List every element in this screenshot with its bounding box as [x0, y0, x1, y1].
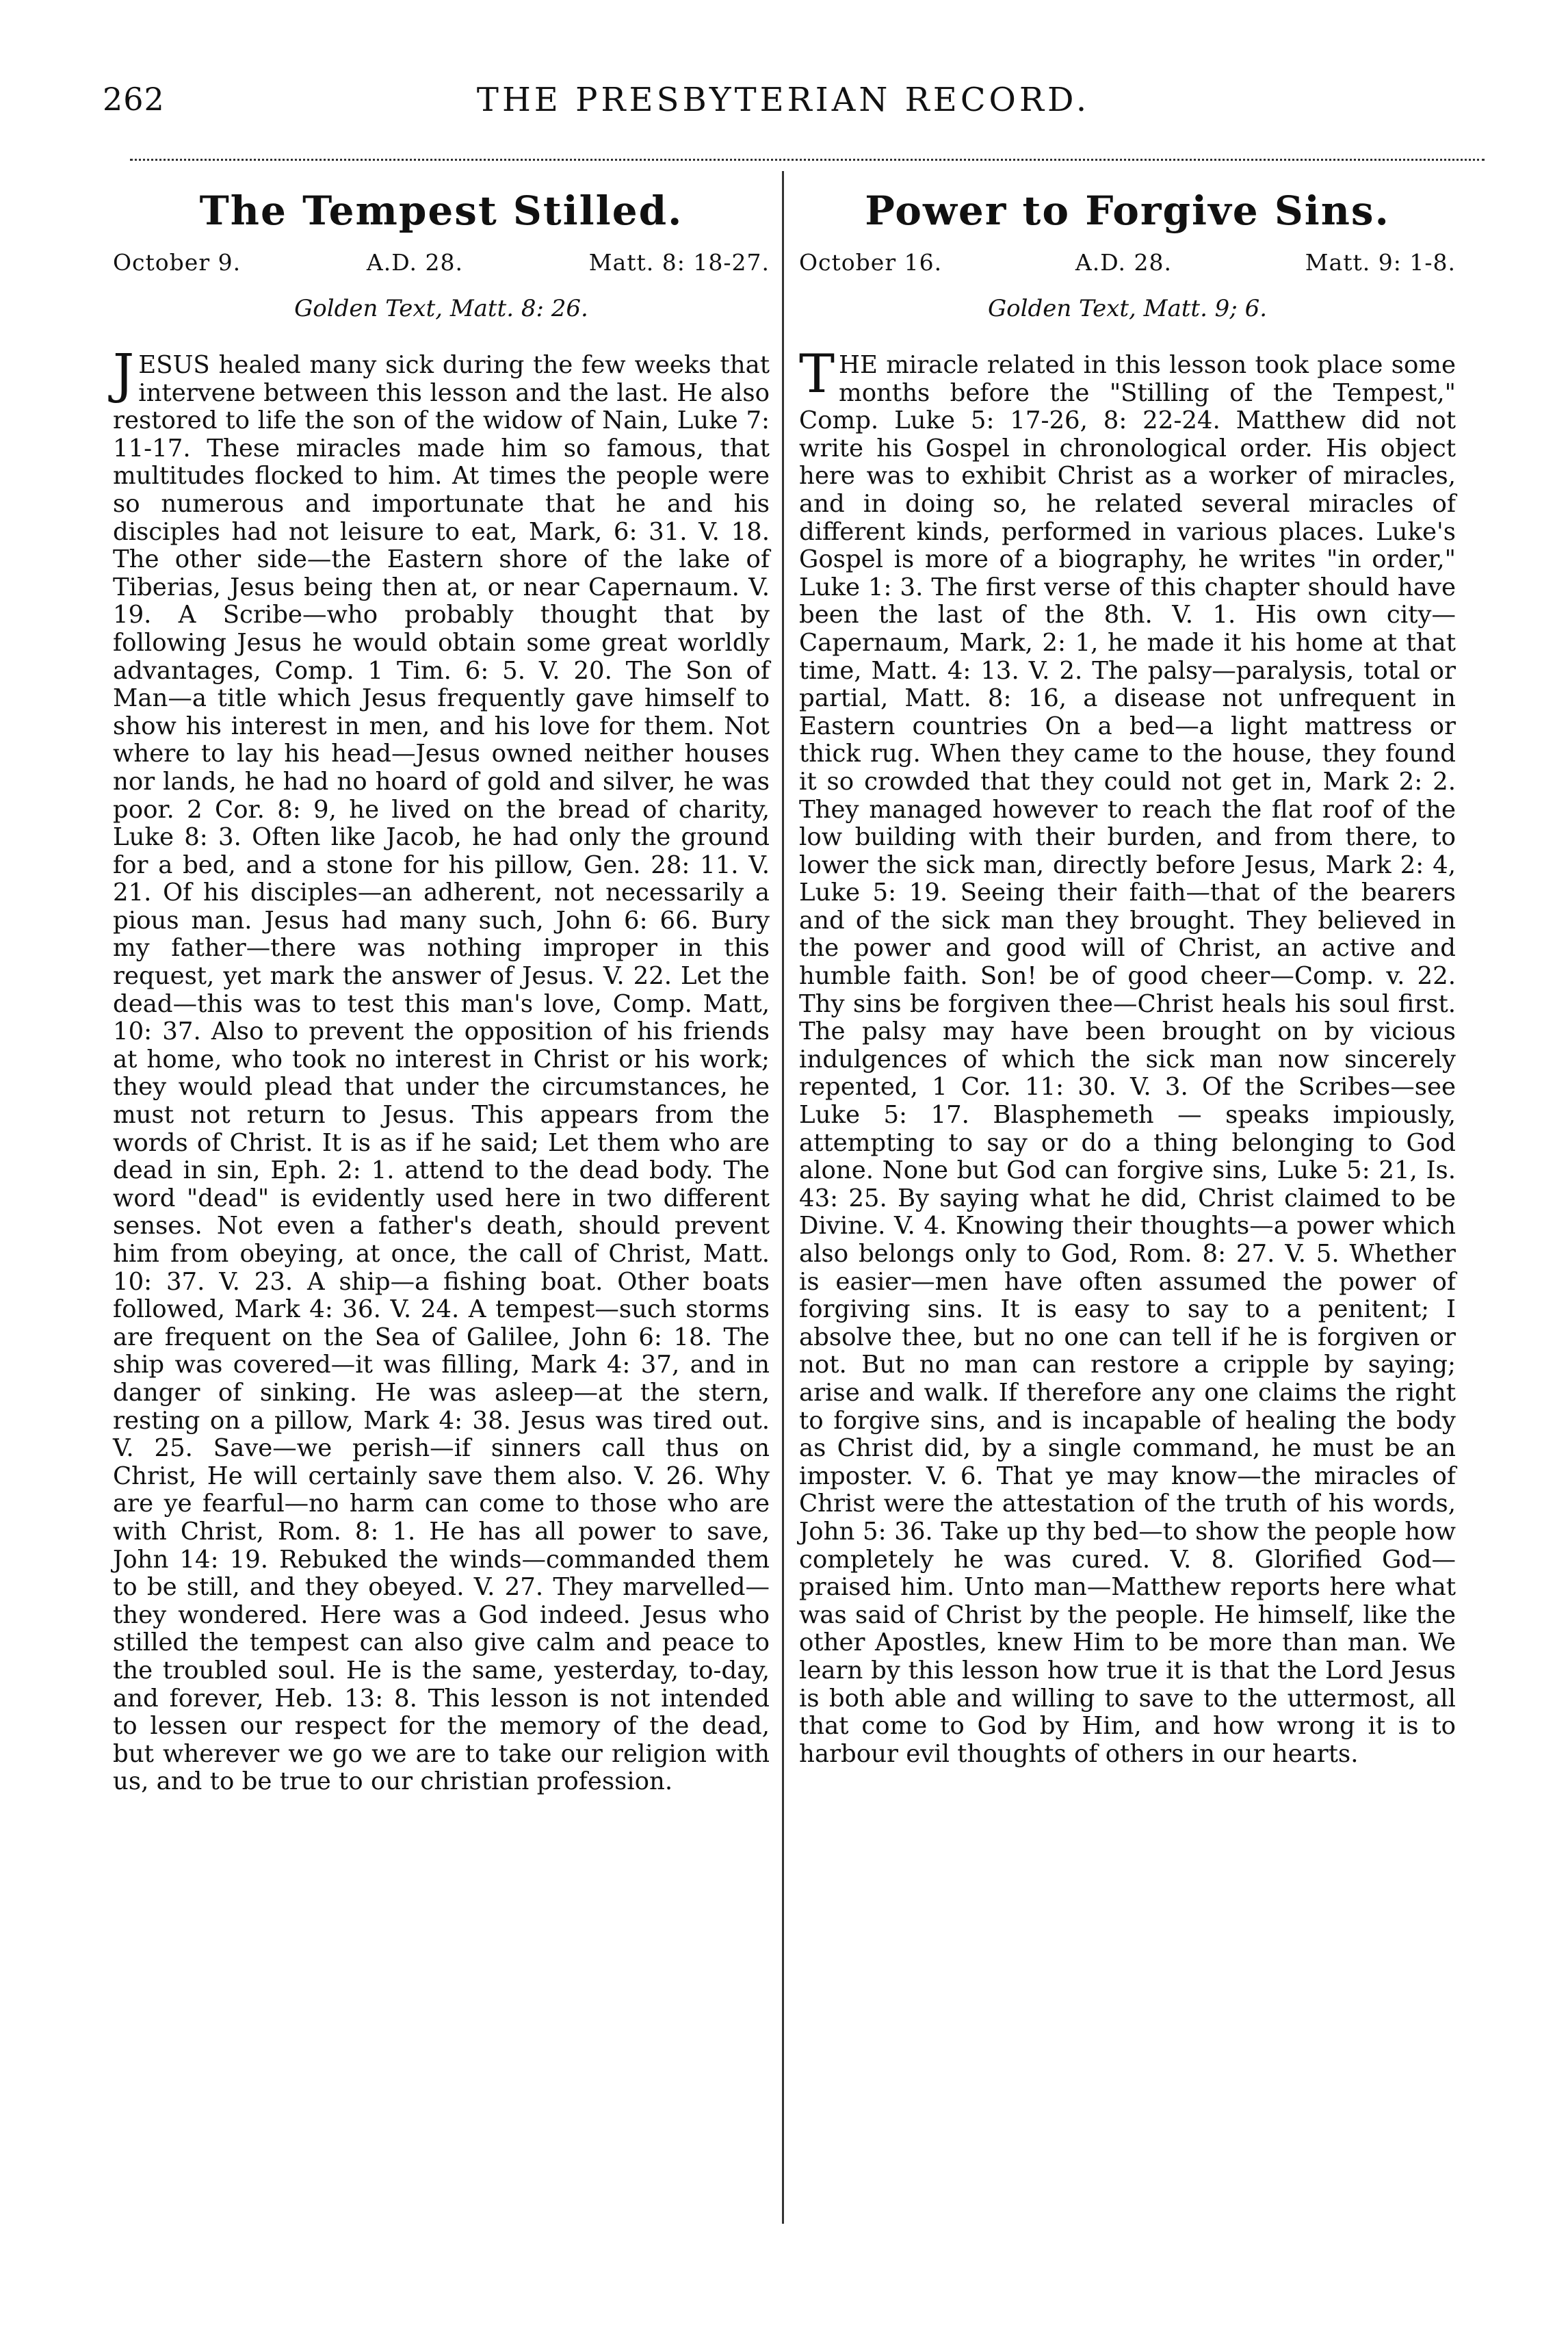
page-header [103, 81, 1464, 135]
lesson-date: October 9. [113, 249, 241, 276]
column-divider [782, 171, 784, 2224]
drop-cap: T [799, 343, 835, 405]
lesson-text: HE miracle related in this lesson took place some months before the "Stilling of the Tempest," Comp. Luke 5: 17-26, 8: 22-24. Matthew did not write his Gospel in chronological order. His object here was to exhibit Christ as a worker of miracles, and in doing so, he related several miracles of different kinds, performed in various places. Luke's Gospel is more of a biography, he writes "in order," Luke 1: 3. The first verse of this chapter should have been the last of the 8th. V. 1. His own city—Capernaum, Mark, 2: 1, he made it his home at that time, Matt. 4: 13. V. 2. The palsy—paralysis, total or partial, Matt. 8: 16, a disease not unfrequent in Eastern countries On a bed—a light mattress or thick rug. When they came to the house, they found it so crowded that they could not get in, Mark 2: 2. They managed however to reach the flat roof of the low building with their burden, and from there, to lower the sick man, directly before Jesus, Mark 2: 4, Luke 5: 19. Seeing their faith—that of the bearers and of the sick man they brought. They believed in the power and good will of Christ, an active and humble faith. Son! be of good cheer—Comp. v. 22. Thy sins be forgiven thee—Christ heals his soul first. The palsy may have been brought on by vicious indulgences of which the sick man now sincerely repented, 1 Cor. 11: 30. V. 3. Of the Scribes—see Luke 5: 17. Blasphemeth — speaks impiously, attempting to say or do a thing belonging to God alone. None but God can forgive sins, Luke 5: 21, Is. 43: 25. By saying what he did, Christ claimed to be Divine. V. 4. Knowing their thoughts—a power which also belongs only to God, Rom. 8: 27. V. 5. Whether is easier—men have often assumed the power of forgiving sins. It is easy to say to a penitent; I absolve thee, but no one can tell if he is forgiven or not. But no man can restore a cripple by saying; arise and walk. If therefore any one claims the right to forgive sins, and is incapable of healing the body as Christ did, by a single command, he must be an imposter. V. 6. That ye may know—the miracles of Christ were the attestation of the truth of his words, John 5: 36. Take up thy bed—to show the people how completely he was cured. V. 8. Glorified God—praised him. Unto man—Matthew reports here what was said of Christ by the people. He himself, like the other Apostles, knew Him to be more than man. We learn by this lesson how true it is that the Lord Jesus is both able and willing to save to the uttermost, all that come to God by Him, and how wrong it is to harbour evil thoughts of others in our hearts. [799, 351, 1456, 1768]
lesson-body [799, 343, 1456, 1768]
drop-cap: J [113, 343, 135, 405]
golden-text: Golden Text, Matt. 9; 6. [987, 295, 1268, 322]
lesson-text: ESUS healed many sick during the few weeks that intervene between this lesson and the last. He also restored to life the son of the widow of Nain, Luke 7: 11-17. These miracles made him so famous, that multitudes flocked to him. At times the people were so numerous and importunate that he and his disciples had not leisure to eat, Mark, 6: 31. V. 18. The other side—the Eastern shore of the lake of Tiberias, Jesus being then at, or near Capernaum. V. 19. A Scribe—who probably thought that by following Jesus he would obtain some great worldly advantages, Comp. 1 Tim. 6: 5. V. 20. The Son of Man—a title which Jesus frequently gave himself to show his interest in men, and his love for them. Not where to lay his head—Jesus owned neither houses nor lands, he had no hoard of gold and silver, he was poor. 2 Cor. 8: 9, he lived on the bread of charity, Luke 8: 3. Often like Jacob, he had only the ground for a bed, and a stone for his pillow, Gen. 28: 11. V. 21. Of his disciples—an adherent, not necessarily a pious man. Jesus had many such, John 6: 66. Bury my father—there was nothing improper in this request, yet mark the answer of Jesus. V. 22. Let the dead—this was to test this man's love, Comp. Matt, 10: 37. Also to prevent the opposition of his friends at home, who took no interest in Christ or his work; they would plead that under the circumstances, he must not return to Jesus. This appears from the words of Christ. It is as if he said; Let them who are dead in sin, Eph. 2: 1. attend to the dead body. The word "dead" is evidently used here in two different senses. Not even a father's death, should prevent him from obeying, at once, the call of Christ, Matt. 10: 37. V. 23. A ship—a fishing boat. Other boats followed, Mark 4: 36. V. 24. A tempest—such storms are frequent on the Sea of Galilee, John 6: 18. The ship was covered—it was filling, Mark 4: 37, and in danger of sinking. He was asleep—at the stern, resting on a pillow, Mark 4: 38. Jesus was tired out. V. 25. Save—we perish—if sinners call thus on Christ, He will certainly save them also. V. 26. Why are ye fearful—no harm can come to those who are with Christ, Rom. 8: 1. He has all power to save, John 14: 19. Rebuked the winds—commanded them to be still, and they obeyed. V. 27. They marvelled—they wondered. Here was a God indeed. Jesus who stilled the tempest can also give calm and peace to the troubled soul. He is the same, yesterday, to-day, and forever, Heb. 13: 8. This lesson is not intended to lessen our respect for the memory of the dead, but wherever we go we are to take our religion with us, and to be true to our christian profession. [113, 351, 770, 1796]
lesson-year: A.D. 28. [1075, 249, 1172, 276]
golden-text: Golden Text, Matt. 8: 26. [294, 295, 588, 322]
lesson-body [113, 343, 770, 1796]
page-number: 262 [103, 81, 165, 118]
lesson-column-left [113, 183, 770, 1796]
lesson-reference: Matt. 9: 1-8. [1305, 249, 1456, 276]
lesson-meta [799, 248, 1456, 278]
lesson-title: Power to Forgive Sins. [865, 187, 1390, 234]
running-title: THE PRESBYTERIAN RECORD. [476, 81, 1090, 119]
lesson-title: The Tempest Stilled. [199, 187, 683, 234]
lesson-column-right [799, 183, 1456, 1768]
lesson-year: A.D. 28. [366, 249, 463, 276]
lesson-reference: Matt. 8: 18-27. [588, 249, 770, 276]
lesson-meta [113, 248, 770, 278]
header-rule [130, 159, 1485, 161]
lesson-date: October 16. [799, 249, 943, 276]
